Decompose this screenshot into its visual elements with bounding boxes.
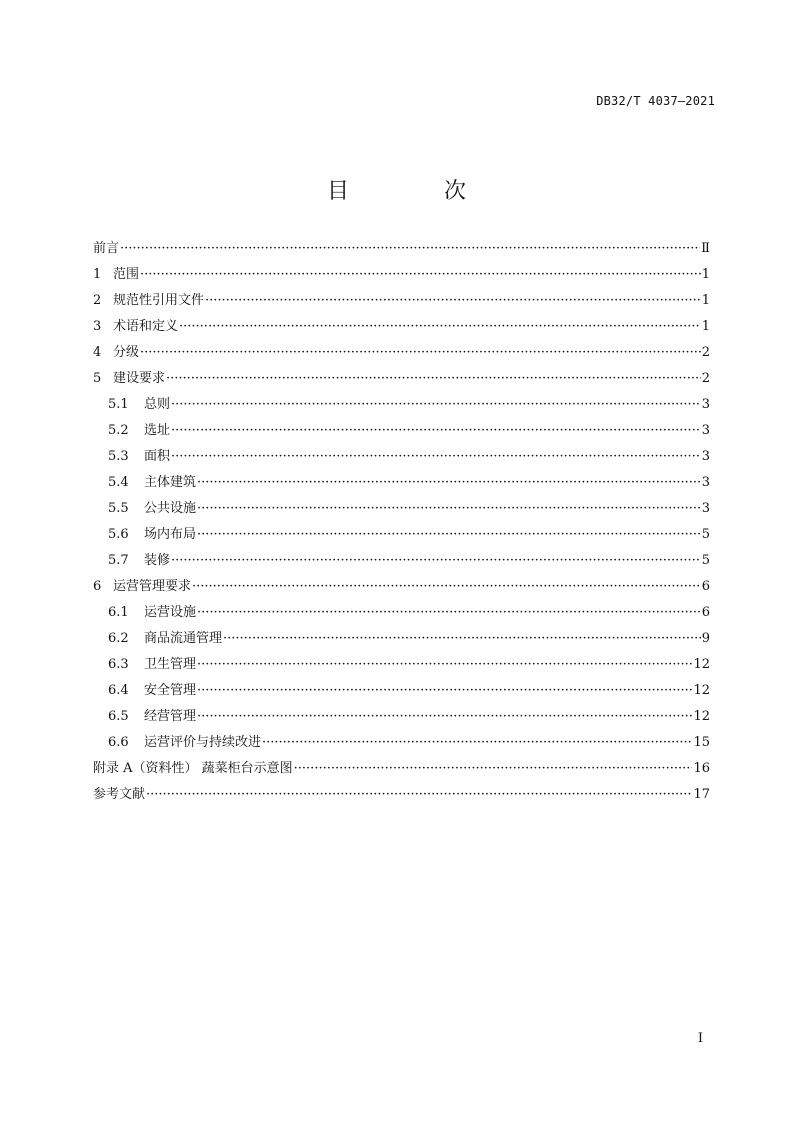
toc-entry-page: 15 bbox=[693, 735, 710, 750]
toc-entry-page: 12 bbox=[693, 683, 710, 698]
toc-entry-label: 商品流通管理 bbox=[144, 631, 223, 646]
toc-entry-label: 经营管理 bbox=[144, 709, 197, 724]
dot-leader bbox=[197, 600, 701, 626]
dot-leader bbox=[197, 470, 701, 496]
toc-entry-number: 2 bbox=[93, 293, 102, 308]
toc-entry-page: 3 bbox=[701, 501, 710, 516]
standard-code: DB32/T 4037—2021 bbox=[596, 94, 715, 108]
toc-entry[interactable] bbox=[93, 366, 710, 392]
dot-leader bbox=[205, 288, 701, 314]
toc-entry-page: 17 bbox=[693, 787, 710, 802]
toc-entry-page: 16 bbox=[693, 761, 710, 776]
toc-entry[interactable] bbox=[93, 418, 710, 444]
toc-entry-label: 面积 bbox=[144, 449, 171, 464]
dot-leader bbox=[192, 574, 701, 600]
toc-entry[interactable] bbox=[93, 730, 710, 756]
toc-entry-label: 主体建筑 bbox=[144, 475, 197, 490]
toc-entry-page: 12 bbox=[693, 709, 710, 724]
toc-entry-page: 12 bbox=[693, 657, 710, 672]
dot-leader bbox=[223, 626, 701, 652]
toc-entry[interactable] bbox=[93, 782, 710, 808]
toc-entry[interactable] bbox=[93, 470, 710, 496]
toc-entry-label: 运营评价与持续改进 bbox=[144, 735, 262, 750]
toc-entry-number: 5.1 bbox=[108, 397, 129, 412]
toc-entry-number: 5.6 bbox=[108, 527, 129, 542]
dot-leader bbox=[262, 730, 692, 756]
toc-entry[interactable] bbox=[93, 444, 710, 470]
toc-entry[interactable] bbox=[93, 600, 710, 626]
page-title: 目 次 bbox=[327, 179, 510, 204]
dot-leader bbox=[294, 756, 693, 782]
toc-entry-label: 选址 bbox=[144, 423, 171, 438]
dot-leader bbox=[146, 782, 692, 808]
page-number: I bbox=[697, 1031, 703, 1046]
toc-entry-number: 6.2 bbox=[108, 631, 129, 646]
toc-entry-number: 5 bbox=[93, 371, 102, 386]
toc-entry-page: 9 bbox=[701, 631, 710, 646]
toc-entry-page: 3 bbox=[701, 475, 710, 490]
dot-leader bbox=[197, 652, 692, 678]
toc-entry-number: 6.4 bbox=[108, 683, 129, 698]
toc-entry-label: 建设要求 bbox=[113, 371, 166, 386]
toc-entry-label: 安全管理 bbox=[144, 683, 197, 698]
toc-entry[interactable] bbox=[93, 704, 710, 730]
toc-entry[interactable] bbox=[93, 314, 710, 340]
toc-entry-page: 3 bbox=[701, 423, 710, 438]
dot-leader bbox=[140, 340, 701, 366]
toc-entry[interactable] bbox=[93, 522, 710, 548]
dot-leader bbox=[197, 496, 701, 522]
toc-entry[interactable] bbox=[93, 496, 710, 522]
toc-entry[interactable] bbox=[93, 756, 710, 782]
toc-entry[interactable] bbox=[93, 340, 710, 366]
toc-entry-number: 1 bbox=[93, 267, 102, 282]
toc-entry-label: 分级 bbox=[113, 345, 140, 360]
toc-entry-number: 5.2 bbox=[108, 423, 129, 438]
toc-entry-page: 5 bbox=[701, 553, 710, 568]
toc-entry-number: 6.1 bbox=[108, 605, 129, 620]
toc-entry-page: 2 bbox=[701, 371, 710, 386]
toc-entry-page: 1 bbox=[701, 293, 710, 308]
toc-entry[interactable] bbox=[93, 652, 710, 678]
dot-leader bbox=[197, 522, 701, 548]
toc-entry-label: 前言 bbox=[93, 241, 120, 256]
toc-entry-label: 规范性引用文件 bbox=[113, 293, 205, 308]
toc-entry-number: 4 bbox=[93, 345, 102, 360]
toc-entry-number: 5.5 bbox=[108, 501, 129, 516]
dot-leader bbox=[120, 236, 700, 262]
toc-entry-page: 1 bbox=[701, 267, 710, 282]
toc-entry[interactable] bbox=[93, 392, 710, 418]
toc-entry[interactable] bbox=[93, 548, 710, 574]
toc-entry-label: 公共设施 bbox=[144, 501, 197, 516]
toc-entry-label: 术语和定义 bbox=[113, 319, 179, 334]
table-of-contents bbox=[93, 236, 710, 808]
toc-entry-label: 总则 bbox=[144, 397, 171, 412]
dot-leader bbox=[197, 678, 692, 704]
toc-entry[interactable] bbox=[93, 288, 710, 314]
toc-entry-number: 6.6 bbox=[108, 735, 129, 750]
toc-entry-label: 运营设施 bbox=[144, 605, 197, 620]
toc-entry-label: 范围 bbox=[113, 267, 140, 282]
dot-leader bbox=[179, 314, 701, 340]
toc-entry[interactable] bbox=[93, 678, 710, 704]
toc-entry[interactable] bbox=[93, 626, 710, 652]
toc-entry-number: 6 bbox=[93, 579, 102, 594]
toc-entry[interactable] bbox=[93, 236, 710, 262]
toc-entry-number: 5.7 bbox=[108, 553, 129, 568]
toc-entry-number: 6.5 bbox=[108, 709, 129, 724]
toc-entry-label: 附录 A（资料性） 蔬菜柜台示意图 bbox=[93, 761, 293, 776]
toc-entry-page: 6 bbox=[701, 579, 710, 594]
toc-entry-page: 5 bbox=[701, 527, 710, 542]
toc-entry-page: 2 bbox=[701, 345, 710, 360]
toc-entry-label: 运营管理要求 bbox=[113, 579, 192, 594]
toc-entry-page: 3 bbox=[701, 397, 710, 412]
toc-entry-page: 3 bbox=[701, 449, 710, 464]
toc-entry-page: 1 bbox=[701, 319, 710, 334]
dot-leader bbox=[171, 418, 701, 444]
toc-entry-number: 5.3 bbox=[108, 449, 129, 464]
dot-leader bbox=[140, 262, 701, 288]
toc-entry[interactable] bbox=[93, 262, 710, 288]
dot-leader bbox=[171, 392, 701, 418]
toc-entry-label: 场内布局 bbox=[144, 527, 197, 542]
toc-entry-label: 参考文献 bbox=[93, 787, 146, 802]
toc-entry-page: Ⅱ bbox=[701, 241, 710, 256]
toc-entry-number: 3 bbox=[93, 319, 102, 334]
toc-entry-label: 卫生管理 bbox=[144, 657, 197, 672]
toc-entry-label: 装修 bbox=[144, 553, 171, 568]
dot-leader bbox=[197, 704, 692, 730]
toc-entry[interactable] bbox=[93, 574, 710, 600]
toc-entry-number: 5.4 bbox=[108, 475, 129, 490]
toc-entry-page: 6 bbox=[701, 605, 710, 620]
dot-leader bbox=[171, 444, 701, 470]
dot-leader bbox=[171, 548, 701, 574]
toc-entry-number: 6.3 bbox=[108, 657, 129, 672]
dot-leader bbox=[166, 366, 701, 392]
